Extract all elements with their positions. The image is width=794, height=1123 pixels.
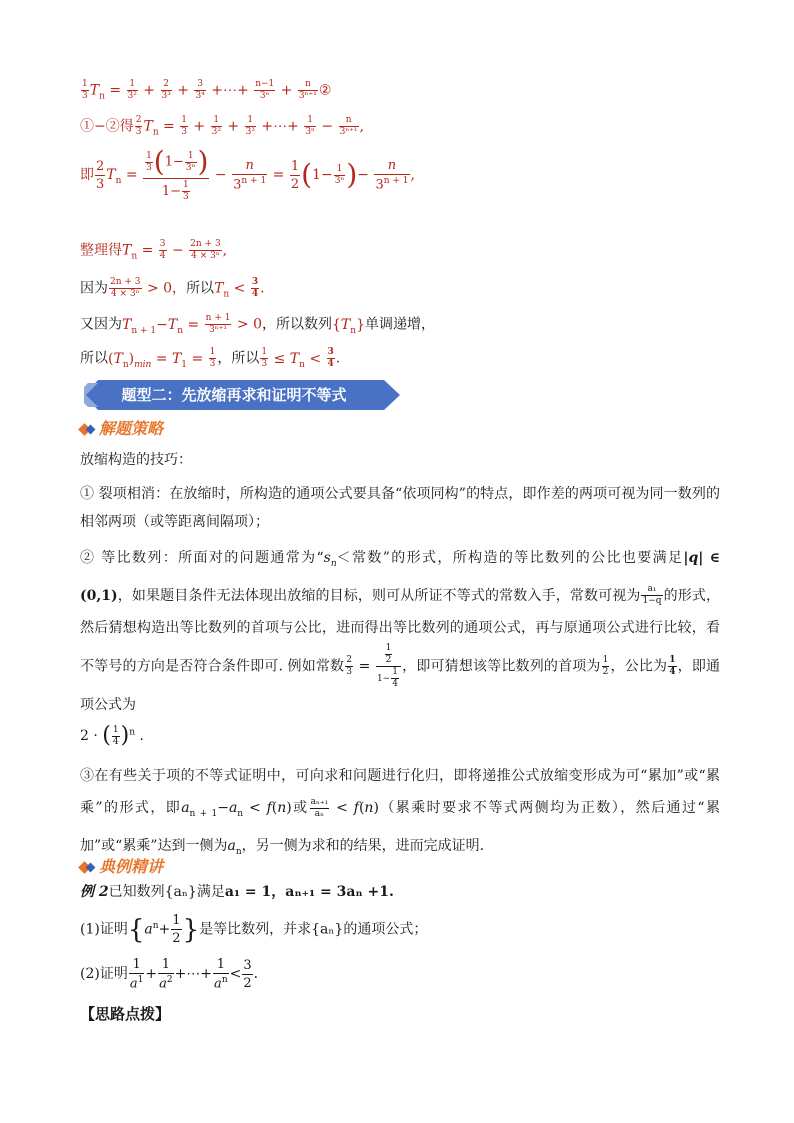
example-q2: (2)证明 $\frac{1}{a^1}$ + $\frac{1}{a^2}$ +⋯+ $\frac{1}{a^n}$ < $\frac{3}{2}$ . bbox=[80, 957, 259, 992]
strategy-p3: ③在有些关于项的不等式证明中，可向求和问题进行化归，即将递推公式放缩变形成为可“累加”或“累乘”的形式，即$a_{n + 1}-a_n < f(n)$或 $\frac{\text{aₙ₊₁}}{\text{aₙ}}$ < f(n)（累乘时要求不等式两侧均为正数），然后通过“累加”或“累乘”达到一侧为$a_n$，另一侧为求和的结果，进而完成证明. bbox=[80, 768, 720, 857]
proof-line-3: 即 $\frac{2}{3}$ $T_n$ = $\frac{1}{3}$ (1− $\frac{1}{\text{3ⁿ}}$ ) 1− $\frac{1}{3}$ − $\frac{n}{3^{n + 1}}$ = $\frac{1}{2}$ (1− $\frac{1}{\text{3ⁿ}}$ )− $\frac{n}{3^{n + 1}}$ , bbox=[80, 145, 415, 202]
strategy-p2: ② 等比数列：所面对的问题通常为“$s_n<$常数”的形式，所构造的等比数列的公比也要满足|q| ∈ (0,1)，如果题目条件无法体现出放缩的目标，则可从所证不等式的常数入手，常数可视为 $\frac{\text{a₁}}{1-q}$ 的形式，然后猜想构造出等比数列的首项与公比，进而得出等比数列的通项公式，再与原通项公式进行比较，看不等号的方向是否符合条件即可. 例如常数 $\frac{2}{3}$ = $\frac{1}{2}$ 1− $\frac{1}{4}$ ，即可猜想该等比数列的首项为 $\frac{1}{2}$ ，公比为 $\frac{1}{4}$ ，即通项公式为 bbox=[80, 550, 721, 713]
proof-line-7: 所以$(T_n)_{min} = T_1$ = $\frac{1}{3}$ ，所以 $\frac{1}{3}$ ≤ $T_n$ < $\frac{3}{4}$ . bbox=[80, 347, 341, 370]
proof-line-5: 因为 $\frac{2n + 3}{\text{4 × 3ⁿ}}$ > 0，所以$T_n$ < $\frac{3}{4}$ . bbox=[80, 277, 265, 300]
strategy-formula: 2 · ( $\frac{1}{4}$ )$^n$ . bbox=[80, 723, 144, 748]
example-hint: 【思路点拨】 bbox=[80, 1005, 171, 1023]
proof-line-4: 整理得$T_n$ = $\frac{3}{4}$ − $\frac{2n + 3}{\text{4 × 3ⁿ}}$ , bbox=[80, 239, 228, 262]
example-q1: (1)证明{$a^n+$ $\frac{1}{2}$ }是等比数列，并求{aₙ}的通项公式； bbox=[80, 913, 428, 946]
example-heading: 典例精讲 bbox=[80, 854, 163, 877]
proof-line-6: 又因为$T_{n + 1}-T_n$ = $\frac{n + 1}{\text{3ⁿ⁺¹}}$ > 0，所以数列$\{T_n\}$单调递增， bbox=[80, 313, 435, 336]
banner-title: 题型二：先放缩再求和证明不等式 bbox=[121, 386, 347, 404]
proof-line-2: ①−②得 $\frac{2}{3}$ $T_n$ = $\frac{1}{3}$ + $\frac{1}{\text{3²}}$ + $\frac{1}{\text{3³}}$ +⋯+ $\frac{1}{\text{3ⁿ}}$ − $\frac{n}{\text{3ⁿ⁺¹}}$ , bbox=[80, 115, 365, 138]
strategy-p1: ① 裂项相消：在放缩时，所构造的通项公式要具备“依项同构”的特点，即作差的两项可视为同一数列的相邻两项（或等距离间隔项）； bbox=[80, 486, 720, 530]
strategy-heading: 解题策略 bbox=[80, 416, 163, 439]
proof-line-1: $\frac{1}{3}$ $T_n$ = $\frac{1}{\text{3²}}$ + $\frac{2}{\text{3³}}$ + $\frac{3}{\text{3⁴}}$ +⋯+ $\frac{n-1}{\text{3ⁿ}}$ + $\frac{n}{\text{3ⁿ⁺¹}}$ ② bbox=[82, 79, 332, 102]
example-title: 例 2已知数列{aₙ}满足a₁ = 1，aₙ₊₁ = 3aₙ +1. bbox=[80, 884, 394, 900]
section-banner bbox=[84, 380, 402, 410]
strategy-intro: 放缩构造的技巧： bbox=[80, 452, 192, 468]
